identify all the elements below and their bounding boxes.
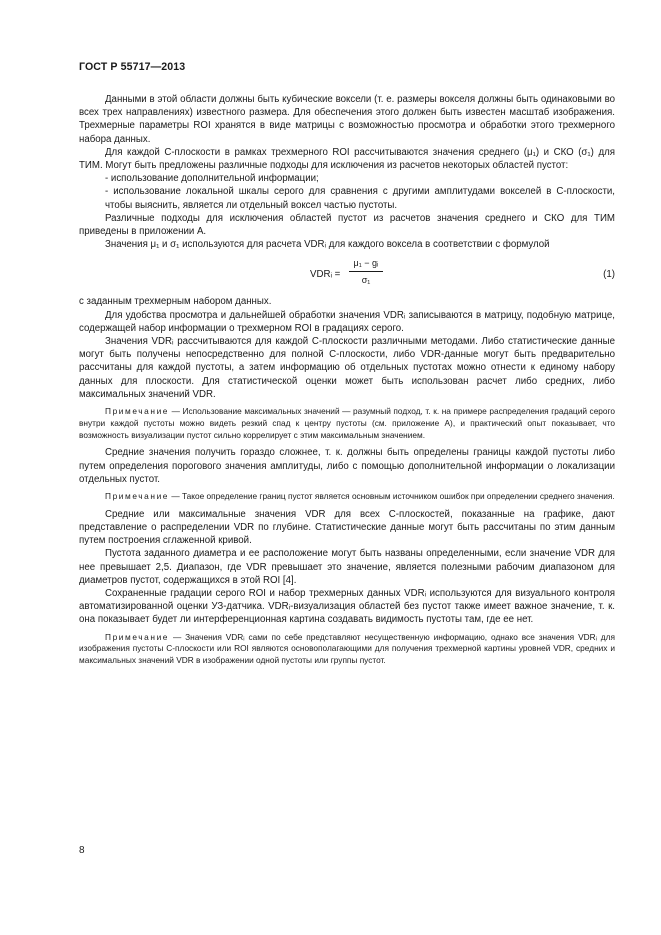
formula-lhs: VDRᵢ = xyxy=(310,269,341,281)
page-number: 8 xyxy=(79,845,85,856)
paragraph: Средние значения получить гораздо сложнее, т. к. должны быть определены границы каждой пустоты либо путем определения порогового значения амплитуды, либо с помощью дополнительной информации о локализации отдельных пустот. xyxy=(79,447,615,485)
paragraph: Значения μ₁ и σ₁ используются для расчета VDRᵢ для каждого воксела в соответствии с формулой xyxy=(105,239,550,251)
note xyxy=(79,632,615,667)
formula-1 xyxy=(79,251,615,295)
list-item: - использование локальной шкалы серого для сравнения с другими амплитудами вокселей в C-плоскости, чтобы выяснить, является ли отдельный воксел частью пустоты. xyxy=(105,186,615,211)
note-label: Примечание xyxy=(105,491,170,502)
paragraph: Данными в этой области должны быть кубические воксели (т. е. размеры вокселя должны быть одинаковыми во всех трех направлениях) известного размера. Для обеспечения этого должен быть известен масштаб изображения. Трехмерные параметры ROI хранятся в виде матрицы с возможностью просмотра и обработки этого трехмерного набора данных. xyxy=(79,94,615,145)
formula-fraction xyxy=(349,257,383,286)
paragraph: Различные подходы для исключения областей пустот из расчетов значения среднего и СКО для ТИМ приведены в приложении А. xyxy=(79,212,615,238)
list-item: - использование дополнительной информации; xyxy=(105,173,319,185)
note-text: — Такое определение границ пустот является основным источником ошибок при определении среднего значения. xyxy=(171,491,615,502)
note-text: — Использование максимальных значений — разумный подход, т. к. на примере распределения градаций серого внутри каждой пустоты можно видеть резкий спад к центру пустоты (см. приложение А), и практический опыт показывает, что возможность визуализации пустот сильно коррелирует с этим максимальным значением. xyxy=(79,406,615,440)
note-text: — Значения VDRᵢ сами по себе представляют несущественную информацию, однако все значения VDRᵢ для изображения пустоты C-плоскости или ROI являются основополагающими для получения трехмерной картины уровней VDR, средних и максимальных значений VDR в изображении одной пустоты или группы пустот. xyxy=(79,631,615,666)
paragraph: Для удобства просмотра и дальнейшей обработки значения VDRᵢ записываются в матрицу, подобную матрице, содержащей набор информации о трехмерном ROI в градациях серого. xyxy=(79,309,615,334)
paragraph: Для каждой C-плоскости в рамках трехмерного ROI рассчитываются значения среднего (μ₁) и СКО (σ₁) для ТИМ. Могут быть предложены различные подходы для исключения из расчетов некоторых областей пустот: xyxy=(79,146,615,172)
paragraph: Пустота заданного диаметра и ее расположение могут быть названы определенными, если значение VDR для нее превышает 2,5. Диапазон, где VDR превышает это значение, является полезными рабочим диапазоном для диаметров пустот, содержащихся в этой ROI [4]. xyxy=(79,548,615,586)
note xyxy=(79,491,615,503)
fraction-bar xyxy=(349,271,383,272)
formula-number: (1) xyxy=(603,269,615,281)
paragraph: с заданным трехмерным набором данных. xyxy=(79,296,272,308)
formula-numerator: μ₁ − gᵢ xyxy=(353,258,379,269)
paragraph: Значения VDRᵢ рассчитываются для каждой C-плоскости различными методами. Либо статистические данные могут быть получены непосредственно для полной C-плоскости, либо VDR-данные могут быть предварительно рассчитаны для каждой пустоты, а затем информацию об отдельных пустотах можно отнести к единому набору данных для плоскости. Для статистической оценки может быть использован расчет либо средних, либо максимальных значений VDR. xyxy=(79,336,615,400)
note-label: Примечание xyxy=(105,406,170,417)
note-label: Примечание xyxy=(105,631,170,642)
paragraph: Средние или максимальные значения VDR для всех C-плоскостей, показанные на графике, дают представление о распределении VDR по глубине. Статистические данные могут быть рассчитаны по этим данным путем построения сглаженной кривой. xyxy=(79,508,615,547)
note xyxy=(79,406,615,441)
formula-denominator: σ₁ xyxy=(361,275,371,286)
document-header: ГОСТ Р 55717—2013 xyxy=(79,61,186,73)
paragraph: Сохраненные градации серого ROI и набор трехмерных данных VDRᵢ используются для визуального контроля автоматизированной оценки УЗ-датчика. VDRᵢ-визуализация областей без пустот также имеет важное значение, т. к. она показывает будет ли интерференционная картина создавать видимость пустоты там, где ее нет. xyxy=(79,588,615,626)
document-body xyxy=(79,93,615,672)
